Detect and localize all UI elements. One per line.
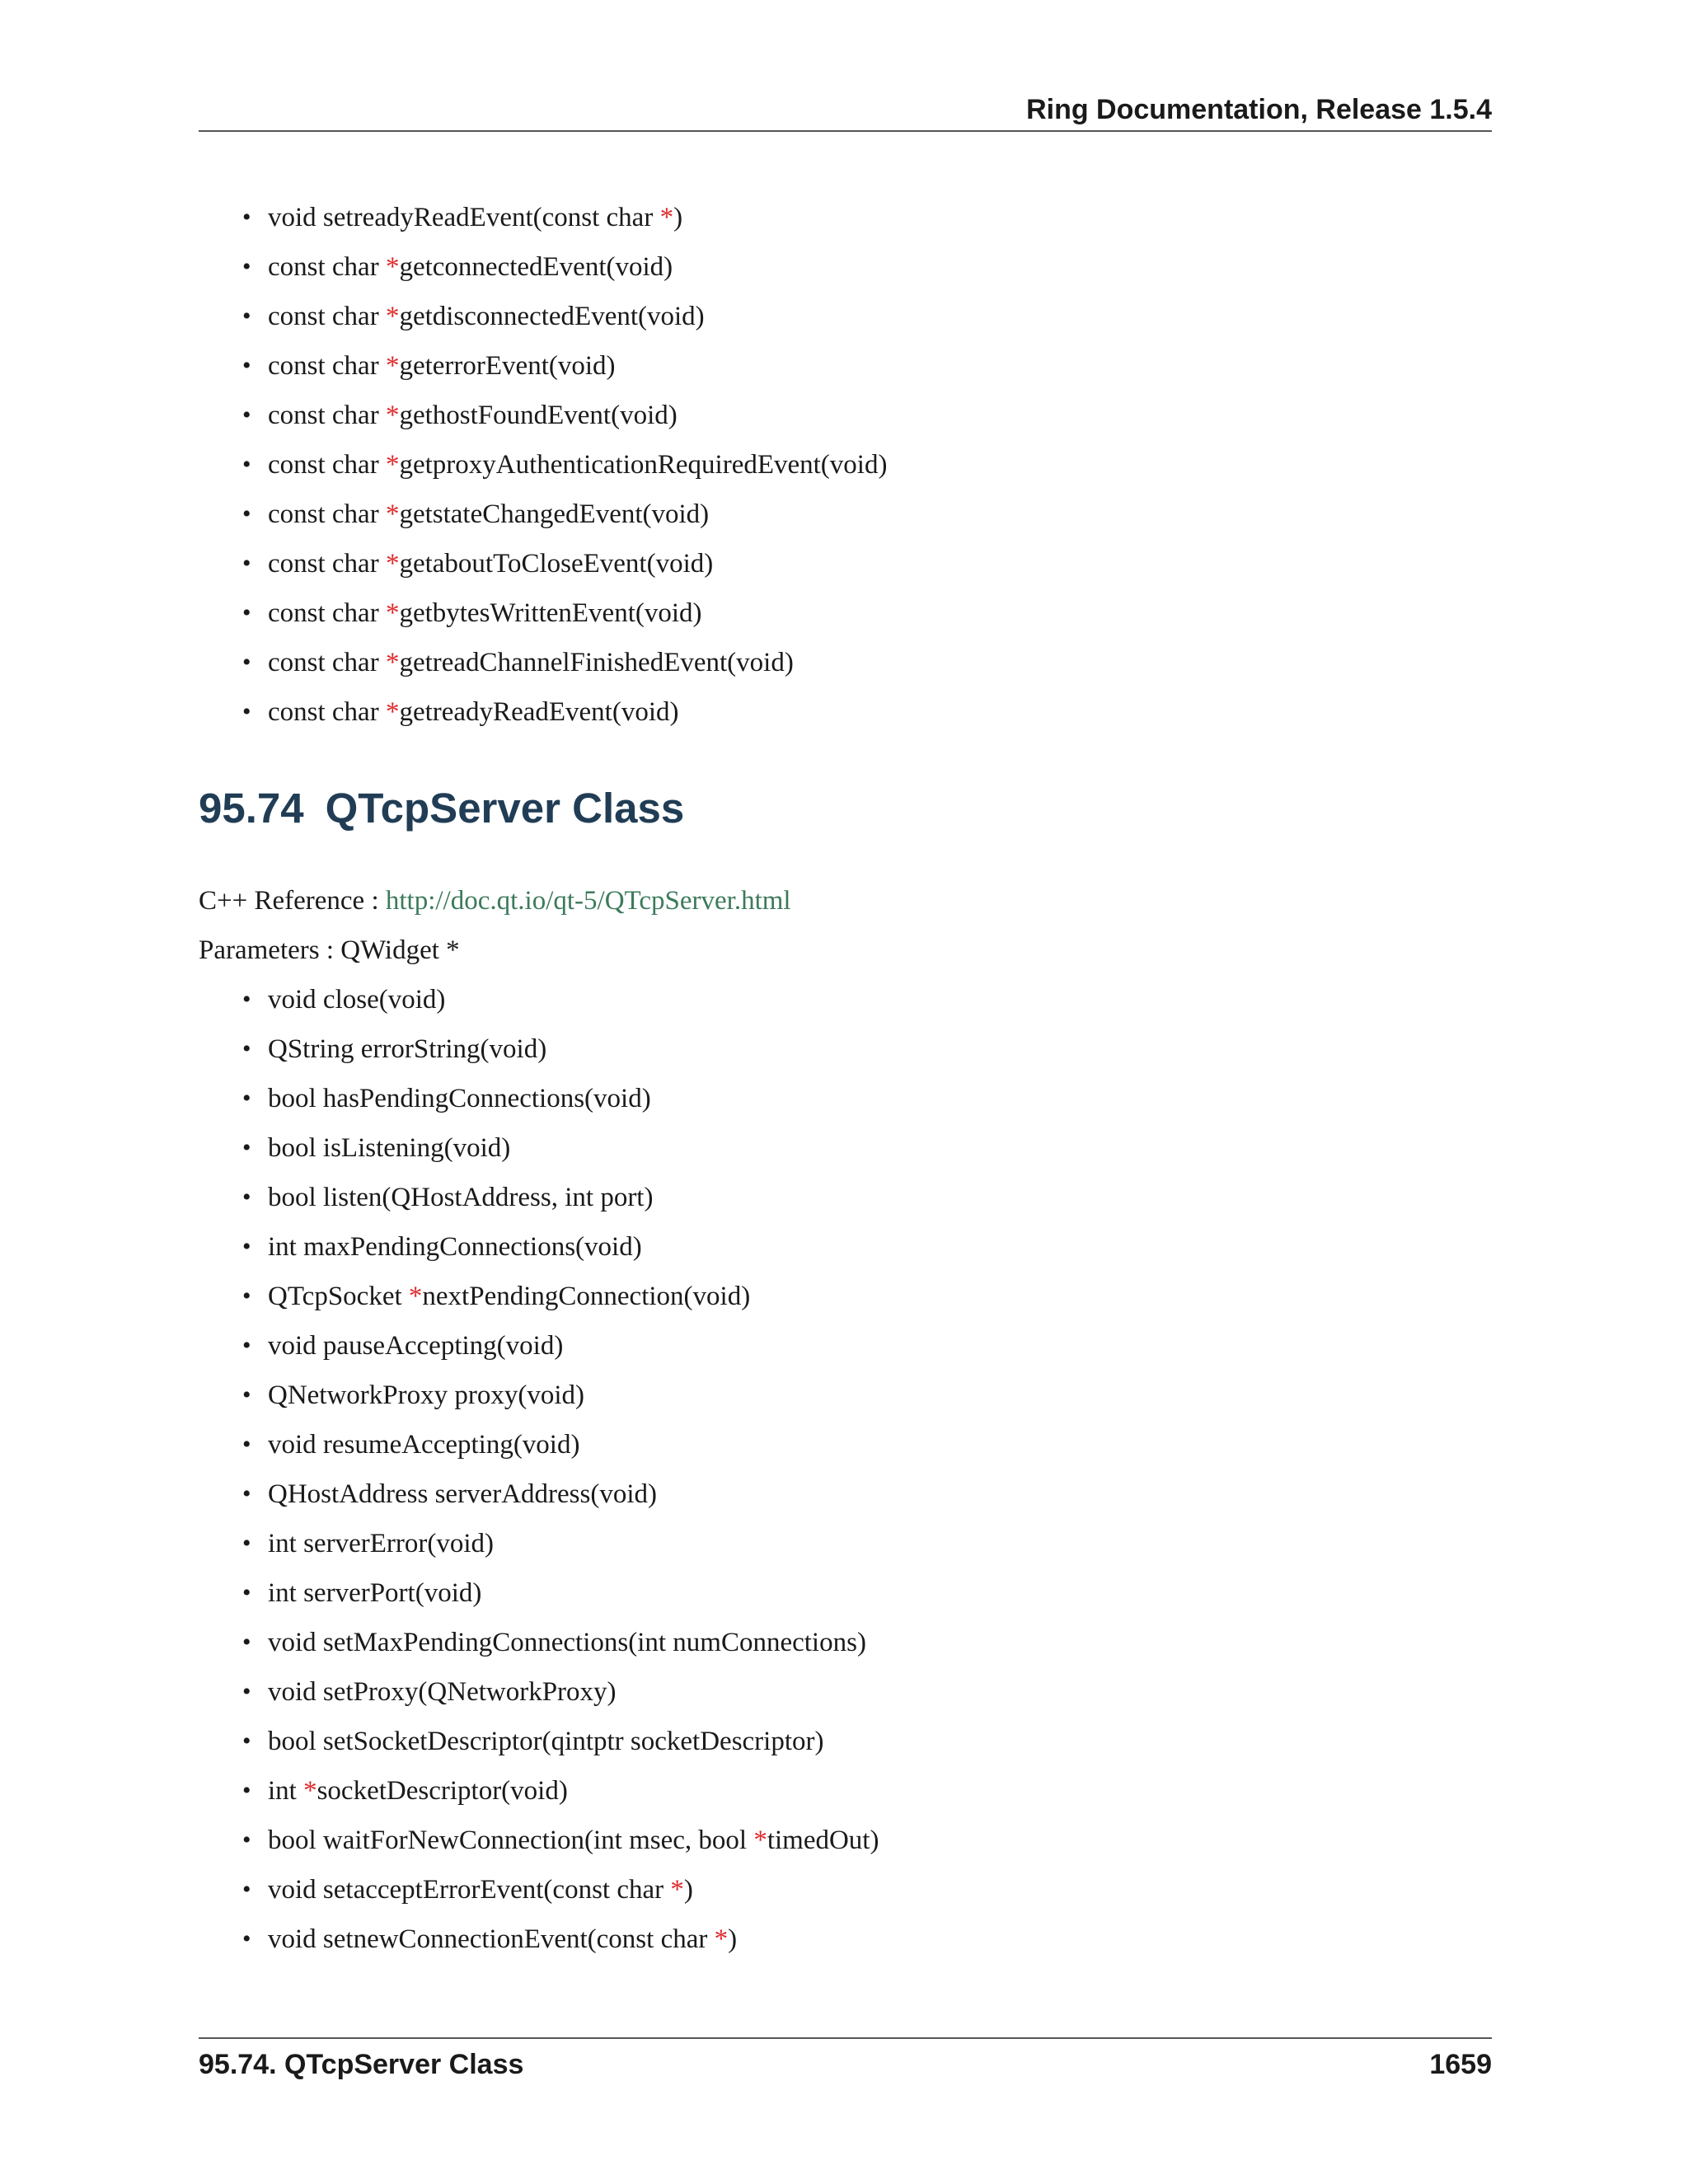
bullet-icon: • [242, 1085, 251, 1112]
method-signature-text: gethostFoundEvent(void) [399, 401, 678, 430]
method-signature-text: const char [268, 499, 386, 529]
method-signature-text: const char [268, 697, 386, 727]
bullet-icon: • [242, 1381, 251, 1408]
bullet-icon: • [242, 1480, 251, 1507]
method-list-item [0, 638, 887, 687]
bullet-icon: • [242, 1876, 251, 1903]
footer-section-label: 95.74. QTcpServer Class [199, 2049, 524, 2080]
method-signature-text: ) [683, 1875, 693, 1905]
bullet-icon: • [242, 1925, 251, 1952]
bullet-icon: • [242, 1035, 251, 1062]
method-list-previous-class [0, 193, 887, 737]
bullet-icon: • [242, 1678, 251, 1705]
cpp-reference-link[interactable]: http://doc.qt.io/qt-5/QTcpServer.html [385, 886, 791, 916]
bullet-icon: • [242, 1332, 251, 1359]
method-list-item [0, 588, 887, 638]
method-signature-text: void setProxy(QNetworkProxy) [268, 1677, 617, 1707]
bullet-icon: • [242, 1134, 251, 1161]
method-list-item [0, 1568, 879, 1618]
bullet-icon: • [242, 1826, 251, 1854]
pointer-star: * [670, 1875, 684, 1905]
method-signature-text: QHostAddress serverAddress(void) [268, 1479, 657, 1509]
pointer-star: * [753, 1825, 767, 1855]
method-signature-text: const char [268, 401, 386, 430]
pointer-star: * [385, 252, 400, 282]
bullet-icon: • [242, 1233, 251, 1260]
method-signature-text: const char [268, 302, 386, 331]
method-signature-text: void setMaxPendingConnections(int numConnections) [268, 1628, 866, 1657]
method-list-item [0, 1371, 879, 1420]
section-title-text: QTcpServer Class [325, 785, 685, 832]
method-list-item [0, 1420, 879, 1469]
method-signature-text: const char [268, 598, 386, 628]
method-signature-text: getreadChannelFinishedEvent(void) [399, 648, 794, 677]
pointer-star: * [385, 648, 400, 677]
pointer-star: * [385, 549, 400, 579]
method-signature-text: void pauseAccepting(void) [268, 1331, 564, 1361]
method-signature-text: bool hasPendingConnections(void) [268, 1084, 651, 1113]
method-list-item [0, 193, 887, 242]
method-list-item [0, 391, 887, 440]
method-signature-text: void close(void) [268, 985, 446, 1015]
bullet-icon: • [242, 1530, 251, 1557]
method-list-item [0, 1717, 879, 1766]
method-list-item [0, 341, 887, 391]
method-list-item [0, 1074, 879, 1123]
method-signature-text: int maxPendingConnections(void) [268, 1232, 642, 1262]
bullet-icon: • [242, 500, 251, 527]
method-list-item [0, 1519, 879, 1568]
method-list-item [0, 1024, 879, 1074]
section-heading [199, 784, 684, 832]
method-list-item [0, 975, 879, 1024]
bullet-icon: • [242, 1431, 251, 1458]
method-signature-text: int serverError(void) [268, 1529, 494, 1558]
method-signature-text: const char [268, 648, 386, 677]
method-list-qtcpserver [0, 975, 879, 1964]
method-list-item [0, 1865, 879, 1915]
bullet-icon: • [242, 698, 251, 725]
method-signature-text: getproxyAuthenticationRequiredEvent(void) [399, 450, 888, 480]
method-list-item [0, 292, 887, 341]
page-number: 1659 [1429, 2049, 1492, 2080]
method-list-item [0, 1667, 879, 1717]
method-signature-text: void setreadyReadEvent(const char [268, 203, 660, 232]
method-signature-text: getbytesWrittenEvent(void) [399, 598, 702, 628]
bullet-icon: • [242, 253, 251, 280]
method-signature-text: ) [728, 1924, 738, 1954]
method-list-item [0, 687, 887, 737]
method-list-item [0, 1816, 879, 1865]
bullet-icon: • [242, 451, 251, 478]
method-list-item [0, 1123, 879, 1173]
method-list-item [0, 1272, 879, 1321]
method-signature-text: QString errorString(void) [268, 1034, 547, 1064]
pointer-star: * [659, 203, 674, 232]
pointer-star: * [385, 401, 400, 430]
page-header [199, 89, 1492, 132]
pointer-star: * [385, 351, 400, 381]
pointer-star: * [385, 302, 400, 331]
bullet-icon: • [242, 1183, 251, 1211]
method-signature-text: void setnewConnectionEvent(const char [268, 1924, 715, 1954]
method-signature-text: bool isListening(void) [268, 1133, 511, 1163]
method-signature-text: nextPendingConnection(void) [422, 1282, 751, 1311]
bullet-icon: • [242, 204, 251, 231]
pointer-star: * [385, 450, 400, 480]
method-signature-text: socketDescriptor(void) [316, 1776, 568, 1806]
bullet-icon: • [242, 986, 251, 1013]
pointer-star: * [385, 499, 400, 529]
bullet-icon: • [242, 401, 251, 429]
method-signature-text: int serverPort(void) [268, 1578, 482, 1608]
method-list-item [0, 1173, 879, 1222]
parameters-line: Parameters : QWidget * [199, 935, 460, 965]
method-signature-text: void resumeAccepting(void) [268, 1430, 580, 1460]
method-list-item [0, 440, 887, 490]
method-signature-text: int [268, 1776, 304, 1806]
method-list-item [0, 1766, 879, 1816]
bullet-icon: • [242, 1777, 251, 1804]
pointer-star: * [385, 697, 400, 727]
bullet-icon: • [242, 550, 251, 577]
bullet-icon: • [242, 1727, 251, 1755]
method-signature-text: getconnectedEvent(void) [399, 252, 673, 282]
pointer-star: * [385, 598, 400, 628]
pointer-star: * [408, 1282, 423, 1311]
bullet-icon: • [242, 1579, 251, 1606]
method-signature-text: getdisconnectedEvent(void) [399, 302, 705, 331]
method-signature-text: const char [268, 450, 386, 480]
cpp-reference-line [199, 876, 791, 926]
document-title: Ring Documentation, Release 1.5.4 [1026, 94, 1492, 125]
bullet-icon: • [242, 352, 251, 379]
method-signature-text: bool waitForNewConnection(int msec, bool [268, 1825, 754, 1855]
bullet-icon: • [242, 1282, 251, 1310]
bullet-icon: • [242, 649, 251, 676]
method-signature-text: const char [268, 351, 386, 381]
bullet-icon: • [242, 1629, 251, 1656]
method-signature-text: QTcpSocket [268, 1282, 409, 1311]
method-list-item [0, 539, 887, 588]
method-signature-text: QNetworkProxy proxy(void) [268, 1380, 585, 1410]
method-signature-text: geterrorEvent(void) [399, 351, 616, 381]
bullet-icon: • [242, 599, 251, 626]
section-number: 95.74 [199, 785, 304, 832]
method-signature-text: getaboutToCloseEvent(void) [399, 549, 714, 579]
method-list-item [0, 1915, 879, 1964]
method-signature-text: bool listen(QHostAddress, int port) [268, 1183, 654, 1212]
method-signature-text: const char [268, 252, 386, 282]
method-list-item [0, 1469, 879, 1519]
method-signature-text: void setacceptErrorEvent(const char [268, 1875, 671, 1905]
method-list-item [0, 1618, 879, 1667]
page-footer [199, 2037, 1492, 2088]
method-signature-text: timedOut) [767, 1825, 879, 1855]
method-signature-text: const char [268, 549, 386, 579]
cpp-reference-label: C++ Reference : [199, 886, 386, 916]
method-signature-text: ) [673, 203, 683, 232]
method-signature-text: bool setSocketDescriptor(qintptr socketDescriptor) [268, 1727, 824, 1756]
method-list-item [0, 1321, 879, 1371]
method-list-item [0, 490, 887, 539]
method-signature-text: getreadyReadEvent(void) [399, 697, 679, 727]
method-list-item [0, 1222, 879, 1272]
pointer-star: * [714, 1924, 729, 1954]
method-list-item [0, 242, 887, 292]
method-signature-text: getstateChangedEvent(void) [399, 499, 710, 529]
pointer-star: * [303, 1776, 317, 1806]
bullet-icon: • [242, 302, 251, 330]
